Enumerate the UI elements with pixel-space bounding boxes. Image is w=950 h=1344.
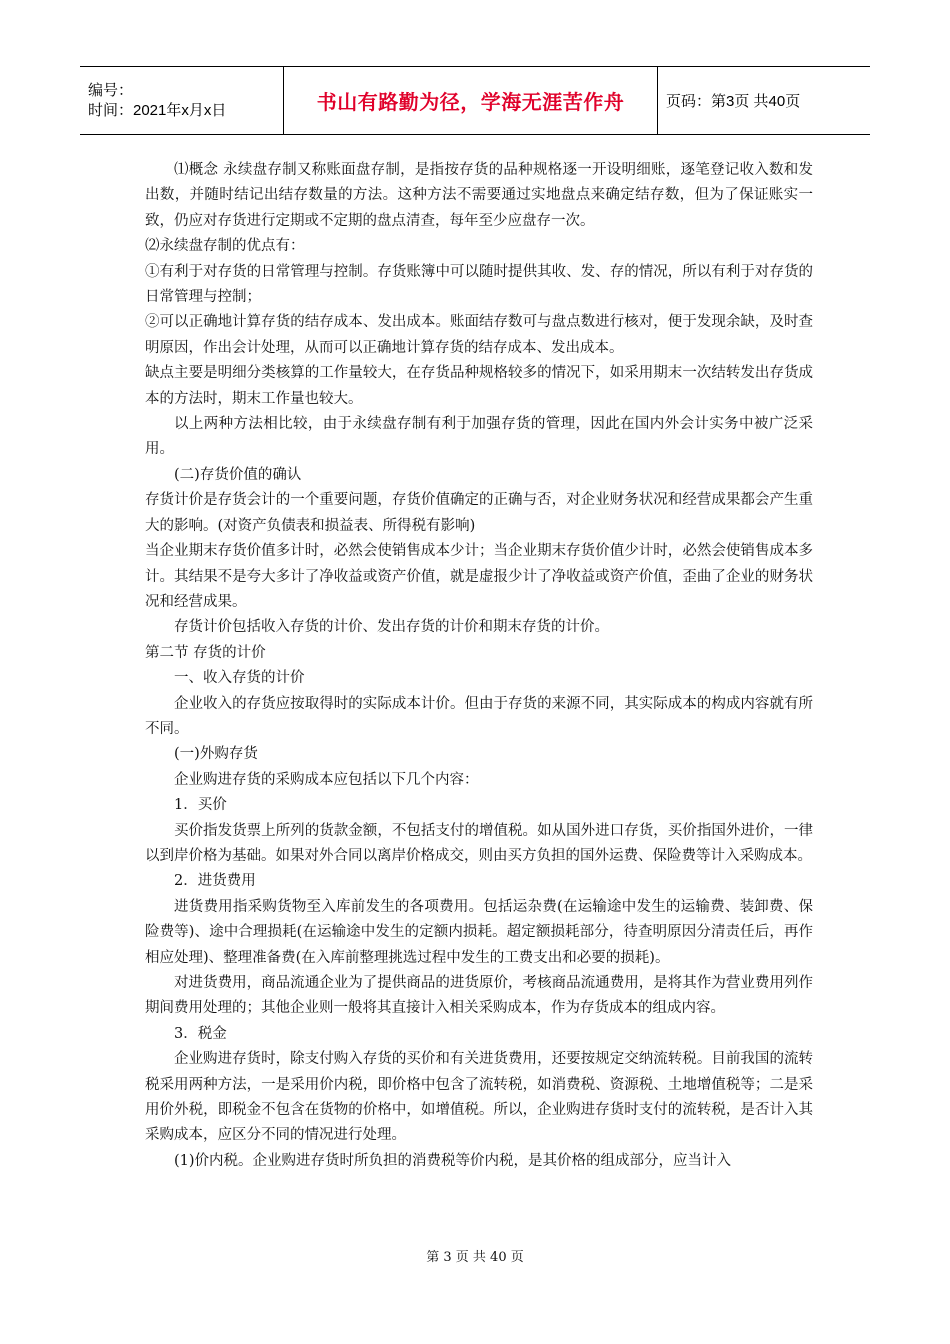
page-footer: 第 3 页 共 40 页 (426, 1250, 524, 1265)
paragraph: 买价指发货票上所列的货款金额，不包括支付的增值税。如从国外进口存货，买价指国外进价，一律以到岸价格为基础。如果对外合同以离岸价格成交，则由买方负担的国外运费、保险费等计入采购成本。 (145, 822, 813, 864)
page-header (80, 66, 870, 135)
paragraph: 企业收入的存货应按取得时的实际成本计价。但由于存货的来源不同，其实际成本的构成内容就有所不同。 (145, 695, 813, 737)
section-heading: (二)存货价值的确认 (174, 466, 302, 483)
header-page-number: 页码：第3页 共40页 (666, 93, 801, 110)
list-heading: 2．进货费用 (174, 873, 256, 890)
section-heading: 一、收入存货的计价 (174, 670, 305, 687)
body-text (145, 158, 813, 1174)
paragraph: (1)价内税。企业购进存货时所负担的消费税等价内税，是其价格的组成部分，应当计入 (174, 1152, 732, 1169)
paragraph: 当企业期末存货价值多计时，必然会使销售成本少计；当企业期末存货价值少计时，必然会使销售成本多计。其结果不是夸大多计了净收益或资产价值，就是虚报少计了净收益或资产价值，歪曲了企业的财务状况和经营成果。 (145, 543, 813, 610)
paragraph: ⑵永续盘存制的优点有： (145, 238, 305, 255)
header-motto: 书山有路勤为径，学海无涯苦作舟 (284, 67, 658, 134)
paragraph: ⑴概念 永续盘存制又称账面盘存制，是指按存货的品种规格逐一开设明细账，逐笔登记收入数和发出数，并随时结记出结存数量的方法。这种方法不需要通过实地盘点来确定结存数，但为了保证账实一致，仍应对存货进行定期或不定期的盘点清查，每年至少应盘存一次。 (145, 162, 813, 229)
paragraph: 存货计价是存货会计的一个重要问题，存货价值确定的正确与否，对企业财务状况和经营成果都会产生重大的影响。(对资产负债表和损益表、所得税有影响) (145, 492, 813, 534)
chapter-heading: 第二节 存货的计价 (145, 644, 266, 661)
document-date-label: 时间：2021年x月x日 (88, 101, 227, 119)
paragraph: 对进货费用，商品流通企业为了提供商品的进货原价，考核商品流通费用，是将其作为营业费用列作期间费用处理的；其他企业则一般将其直接计入相关采购成本，作为存货成本的组成内容。 (145, 975, 813, 1017)
paragraph: 缺点主要是明细分类核算的工作量较大，在存货品种规格较多的情况下，如采用期末一次结转发出存货成本的方法时，期末工作量也较大。 (145, 365, 813, 407)
document-number-label: 编号： (88, 81, 134, 99)
list-heading: 1．买价 (174, 797, 227, 814)
paragraph: 进货费用指采购货物至入库前发生的各项费用。包括运杂费(在运输途中发生的运输费、装卸费、保险费等)、途中合理损耗(在运输途中发生的定额内损耗。超定额损耗部分，待查明原因分清责任后，再作相应处理)、整理准备费(在入库前整理挑选过程中发生的工费支出和必要的损耗)。 (145, 898, 813, 966)
paragraph: ②可以正确地计算存货的结存成本、发出成本。账面结存数可与盘点数进行核对，便于发现余缺，及时查明原因，作出会计处理，从而可以正确地计算存货的结存成本、发出成本。 (145, 314, 813, 356)
header-meta (80, 67, 284, 134)
paragraph: 存货计价包括收入存货的计价、发出存货的计价和期末存货的计价。 (174, 619, 609, 636)
paragraph: 企业购进存货的采购成本应包括以下几个内容： (174, 771, 479, 788)
paragraph: ①有利于对存货的日常管理与控制。存货账簿中可以随时提供其收、发、存的情况，所以有利于对存货的日常管理与控制； (145, 263, 813, 306)
paragraph: 企业购进存货时，除支付购入存货的买价和有关进货费用，还要按规定交纳流转税。目前我国的流转税采用两种方法，一是采用价内税，即价格中包含了流转税，如消费税、资源税、土地增值税等；二是采用价外税，即税金不包含在货物的价格中，如增值税。所以，企业购进存货时支付的流转税，是否计入其采购成本，应区分不同的情况进行处理。 (145, 1051, 813, 1144)
list-heading: 3．税金 (174, 1025, 227, 1042)
section-heading: (一)外购存货 (174, 746, 258, 763)
paragraph: 以上两种方法相比较，由于永续盘存制有利于加强存货的管理，因此在国内外会计实务中被广泛采用。 (145, 416, 813, 458)
